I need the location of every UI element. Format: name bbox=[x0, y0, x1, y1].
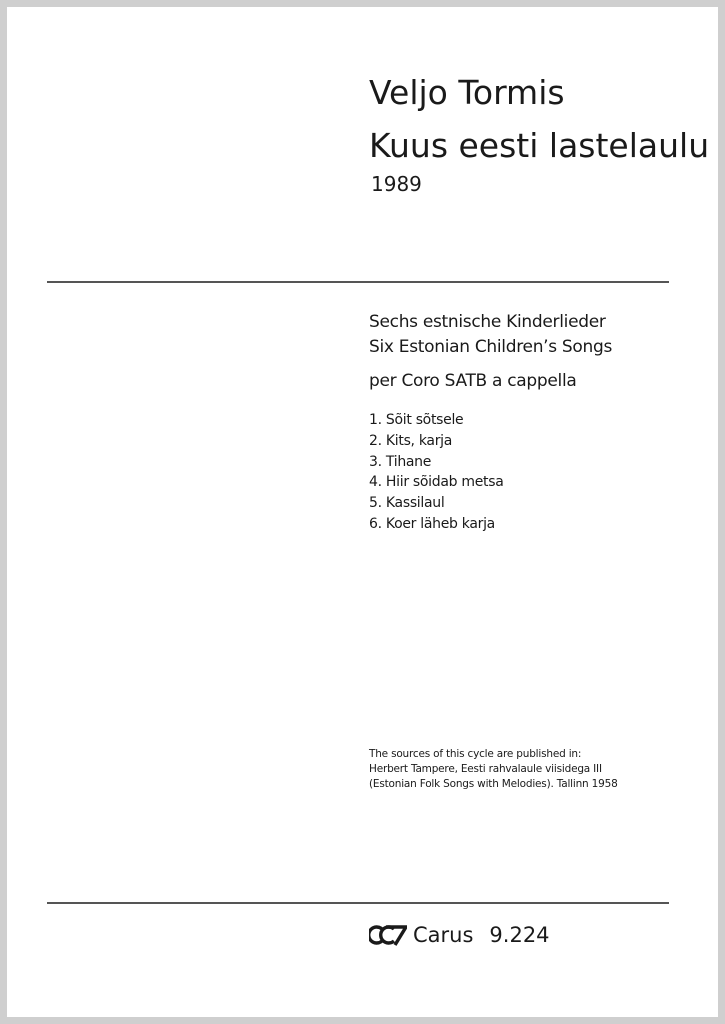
sources-note bbox=[369, 747, 618, 792]
catalog-number: 9.224 bbox=[489, 923, 550, 947]
song-item: 6. Koer läheb karja bbox=[369, 515, 495, 532]
carus-logo-icon bbox=[369, 924, 407, 946]
sources-line: The sources of this cycle are published in: bbox=[369, 748, 582, 760]
top-divider bbox=[47, 281, 669, 283]
composer-name: Veljo Tormis bbox=[369, 73, 565, 112]
song-item: 4. Hiir sõidab metsa bbox=[369, 474, 504, 491]
song-item: 5. Kassilaul bbox=[369, 495, 445, 512]
composition-year: 1989 bbox=[371, 172, 422, 196]
bottom-divider bbox=[47, 902, 669, 904]
song-list bbox=[369, 410, 504, 535]
sources-line: Herbert Tampere, Eesti rahvalaule viisidega III bbox=[369, 763, 602, 775]
work-title: Kuus eesti lastelaulu bbox=[369, 126, 710, 165]
song-item: 2. Kits, karja bbox=[369, 432, 453, 449]
publisher-block bbox=[369, 923, 550, 947]
subtitle-german: Sechs estnische Kinderlieder bbox=[369, 312, 606, 332]
song-item: 3. Tihane bbox=[369, 453, 432, 470]
subtitle-scoring: per Coro SATB a cappella bbox=[369, 371, 577, 391]
song-item: 1. Sõit sõtsele bbox=[369, 412, 464, 428]
publisher-name: Carus bbox=[413, 923, 474, 947]
subtitle-english: Six Estonian Children’s Songs bbox=[369, 337, 613, 357]
sources-line: (Estonian Folk Songs with Melodies). Tallinn 1958 bbox=[369, 778, 618, 790]
